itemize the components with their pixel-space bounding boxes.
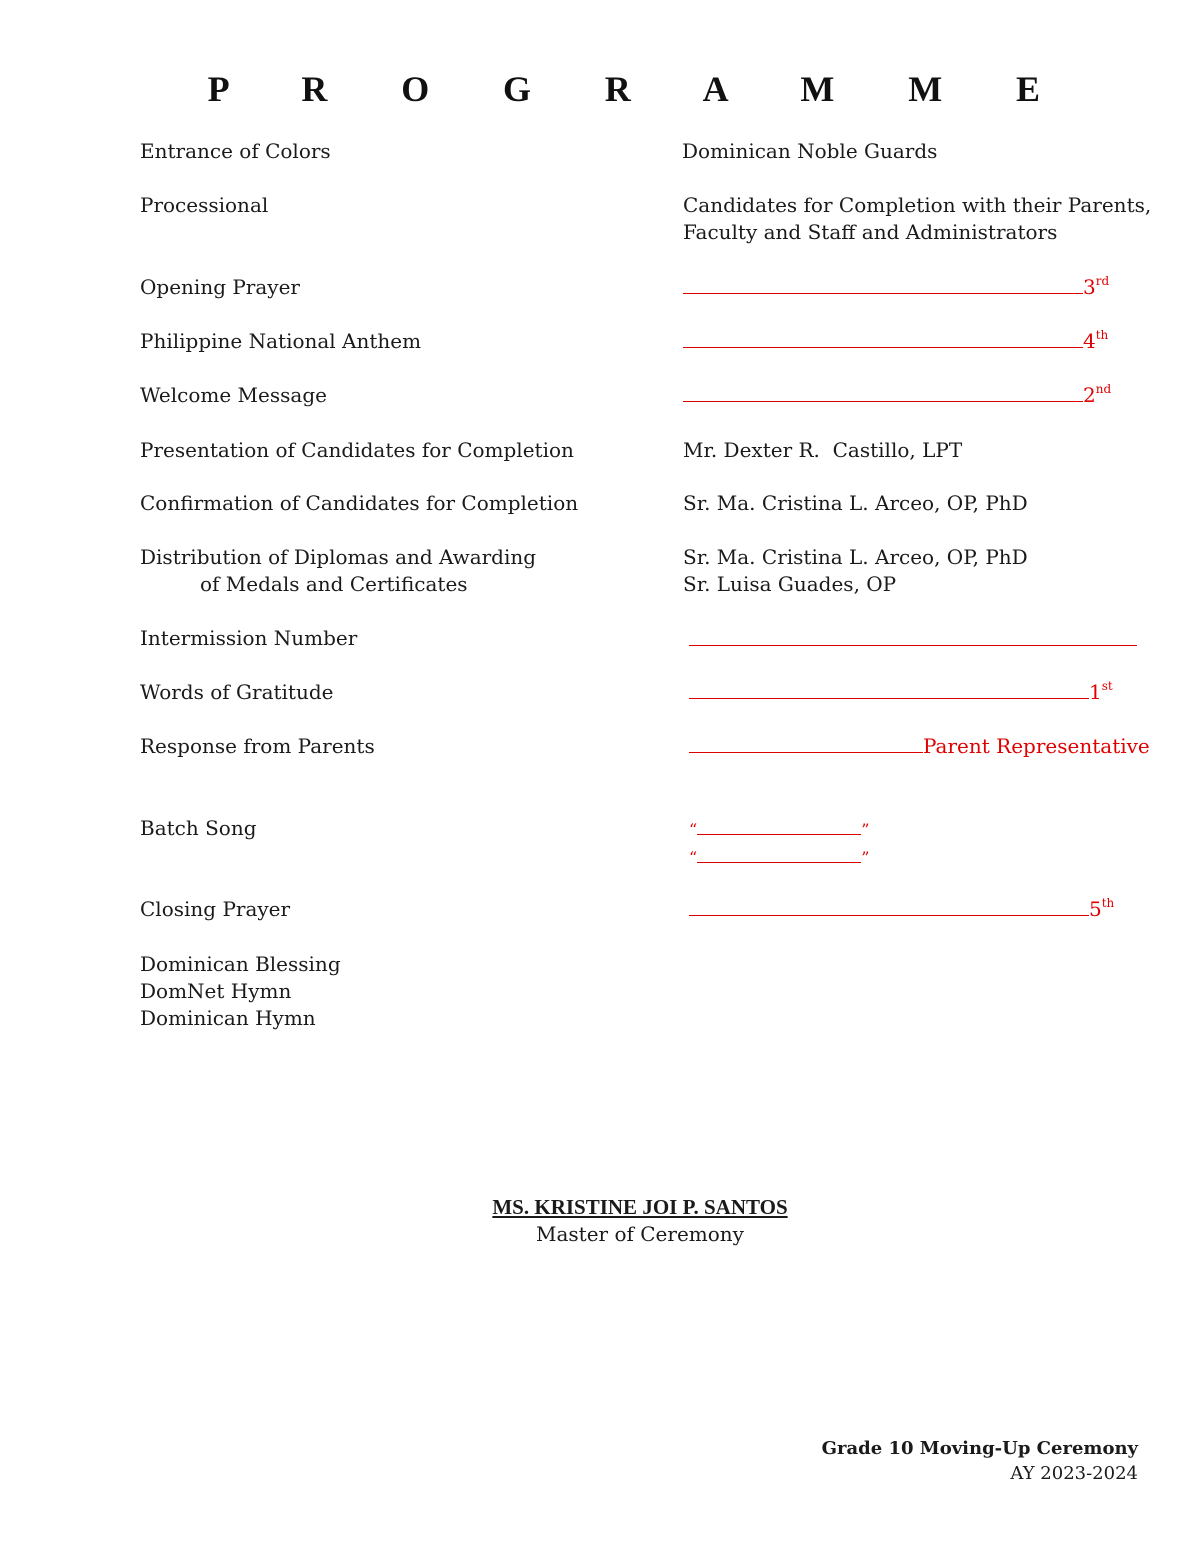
ordinal-suffix: th <box>1101 896 1115 910</box>
item-assignee <box>683 192 1151 246</box>
master-of-ceremony-role: Master of Ceremony <box>536 1222 744 1246</box>
item-assignee-placeholder <box>683 328 1108 355</box>
blank-line <box>683 333 1083 348</box>
blank-line <box>689 625 1137 646</box>
programme-title: P R O G R A M M E <box>207 69 1073 109</box>
ordinal-number: 3 <box>1083 275 1096 299</box>
event-name: Grade 10 Moving-Up Ceremony <box>821 1438 1138 1459</box>
item-label: Welcome Message <box>140 383 327 407</box>
blank-line <box>697 820 861 835</box>
item-label: Entrance of Colors <box>140 139 331 163</box>
blank-line <box>683 279 1083 294</box>
blank-line <box>689 901 1089 916</box>
closing-item: DomNet Hymn <box>140 979 292 1003</box>
close-quote: ” <box>861 848 870 867</box>
blank-line <box>689 684 1089 699</box>
ordinal-suffix: rd <box>1095 274 1110 288</box>
item-assignee-placeholder <box>689 896 1114 923</box>
item-assignee-placeholder <box>689 733 1150 760</box>
footer <box>822 1436 1138 1486</box>
item-label: Confirmation of Candidates for Completion <box>140 491 579 515</box>
item-label: Presentation of Candidates for Completion <box>140 438 574 462</box>
open-quote: “ <box>689 848 698 867</box>
label-line-2: of Medals and Certificates <box>200 572 468 596</box>
item-label: Opening Prayer <box>140 275 300 299</box>
item-assignee: Sr. Ma. Cristina L. Arceo, OP, PhD <box>683 491 1028 515</box>
assignee-line-2: Sr. Luisa Guades, OP <box>683 572 897 596</box>
item-assignee-placeholder <box>689 625 1137 653</box>
assignee-line-1: Sr. Ma. Cristina L. Arceo, OP, PhD <box>683 545 1028 569</box>
ordinal-number: 5 <box>1089 897 1102 921</box>
closing-items-list <box>140 951 341 1032</box>
item-assignee: Dominican Noble Guards <box>682 139 938 163</box>
item-label: Philippine National Anthem <box>140 329 422 353</box>
ordinal-suffix: nd <box>1095 382 1112 396</box>
assignee-line-2: Faculty and Staff and Administrators <box>683 220 1058 244</box>
item-assignee-placeholder <box>689 679 1113 706</box>
signature-block <box>0 1194 1200 1248</box>
blank-line <box>697 848 861 863</box>
blank-line <box>683 387 1083 402</box>
ordinal-number: 2 <box>1083 383 1096 407</box>
assignee-line-1: Candidates for Completion with their Parents, <box>683 193 1152 217</box>
ordinal-number: 4 <box>1083 329 1096 353</box>
master-of-ceremony-name: MS. KRISTINE JOI P. SANTOS <box>492 1195 788 1219</box>
close-quote: ” <box>861 820 870 839</box>
item-label <box>140 544 536 598</box>
closing-item: Dominican Hymn <box>140 1006 316 1030</box>
item-assignee-placeholder <box>683 382 1111 409</box>
song-title-placeholders <box>689 815 869 871</box>
item-assignee: Mr. Dexter R. Castillo, LPT <box>683 438 963 462</box>
ordinal-suffix: th <box>1095 328 1109 342</box>
item-label: Batch Song <box>140 816 257 840</box>
item-assignee-placeholder <box>683 274 1109 301</box>
academic-year: AY 2023-2024 <box>1010 1463 1138 1484</box>
ordinal-suffix: st <box>1101 679 1113 693</box>
ordinal-number: 1 <box>1089 680 1102 704</box>
closing-item: Dominican Blessing <box>140 952 341 976</box>
open-quote: “ <box>689 820 698 839</box>
item-label: Words of Gratitude <box>140 680 334 704</box>
item-label: Response from Parents <box>140 734 375 758</box>
label-line-1: Distribution of Diplomas and Awarding <box>140 545 537 569</box>
item-label: Closing Prayer <box>140 897 291 921</box>
item-assignee <box>683 544 1028 598</box>
blank-line <box>689 738 923 753</box>
assignee-role: Parent Representative <box>923 734 1150 758</box>
item-label: Intermission Number <box>140 626 358 650</box>
song-title-1 <box>689 816 869 840</box>
item-label: Processional <box>140 193 269 217</box>
song-title-2 <box>689 844 869 868</box>
